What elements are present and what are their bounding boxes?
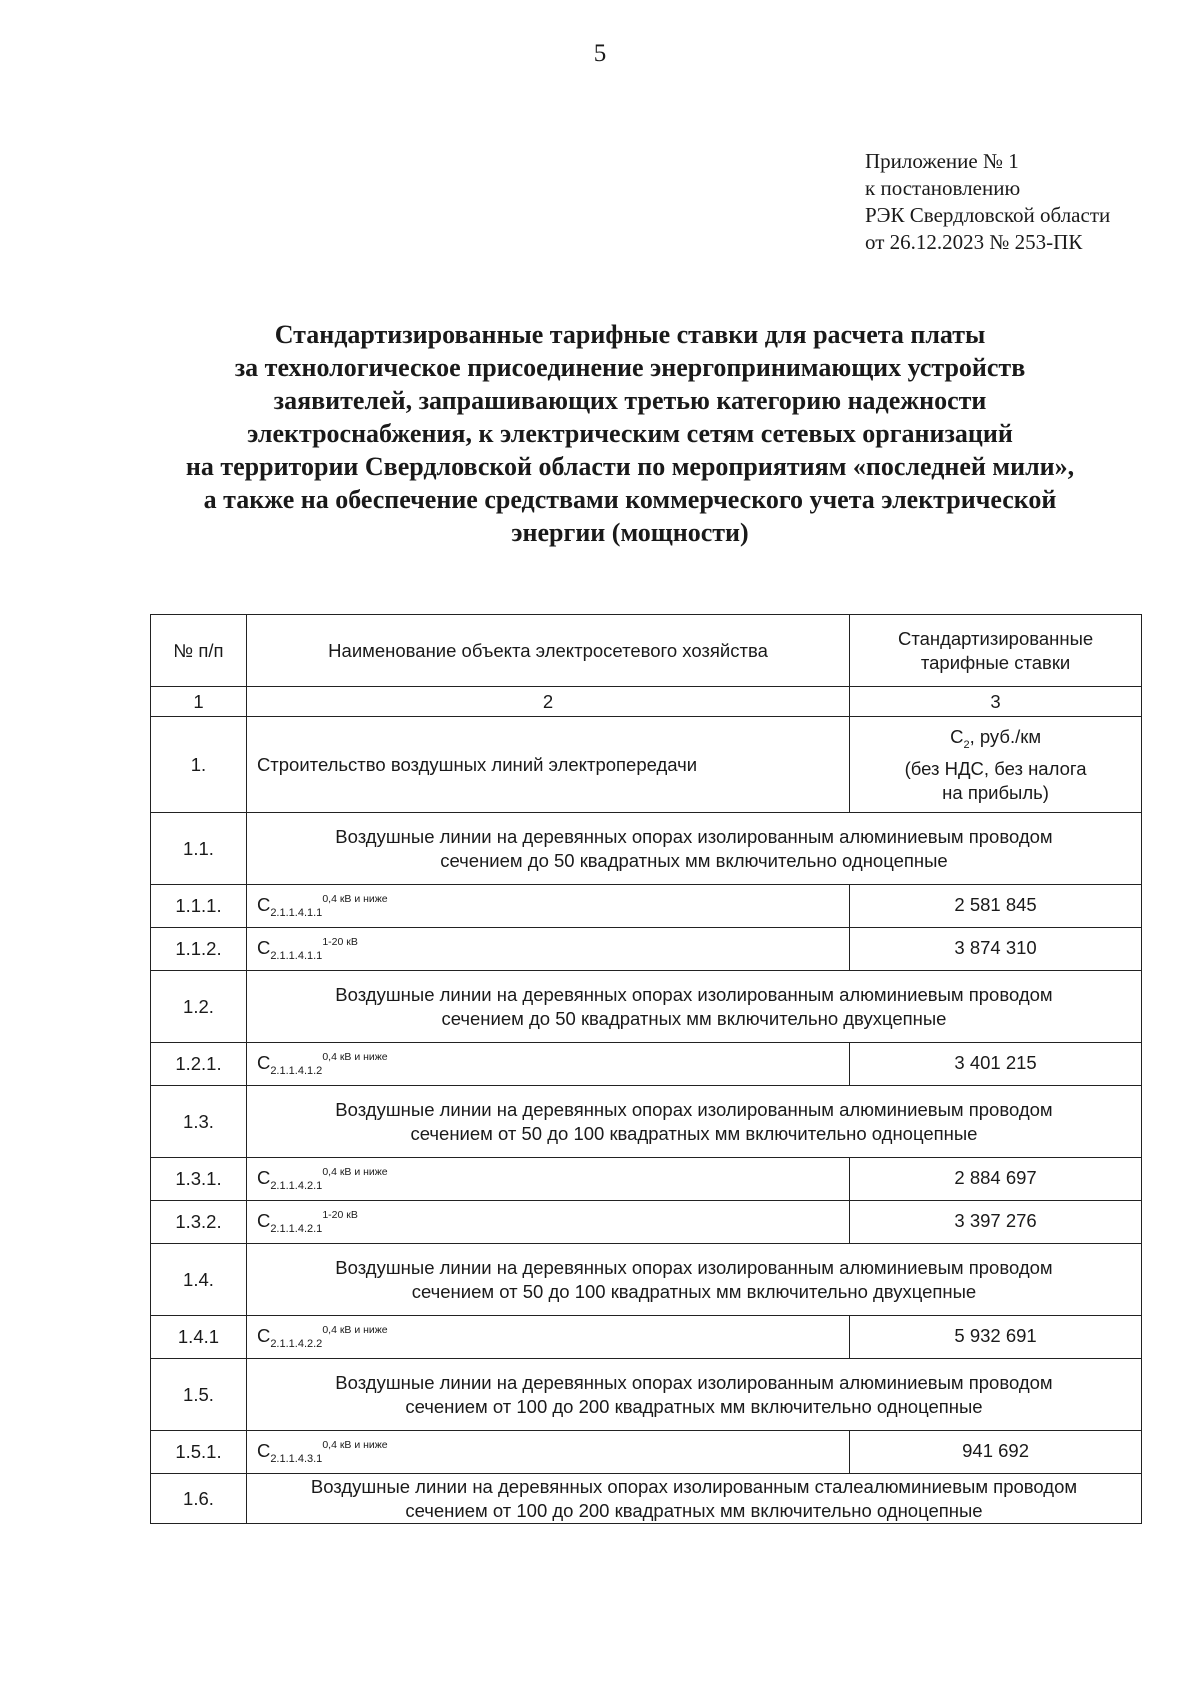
- rate-value: 5 932 691: [850, 1316, 1142, 1359]
- group-description-line: сечением до 50 квадратных мм включительно двухцепные: [441, 1007, 947, 1029]
- group-row: [151, 1086, 1142, 1158]
- rate-num: 1.1.2.: [151, 928, 247, 971]
- rate-code: [246, 928, 849, 971]
- group-description-line: сечением до 50 квадратных мм включительно одноцепные: [440, 849, 948, 871]
- rate-symbol: С: [256, 1167, 271, 1188]
- title-line: энергии (мощности): [511, 518, 749, 547]
- rate-subscript: 2.1.1.4.1.1: [270, 950, 323, 962]
- rate-row: [151, 928, 1142, 971]
- section-row: [151, 717, 1142, 813]
- rate-row: [151, 885, 1142, 928]
- unit-symbol: С: [950, 725, 964, 747]
- section-unit-line: [858, 725, 1133, 757]
- rate-num: 1.2.1.: [151, 1043, 247, 1086]
- rate-symbol: С: [256, 1052, 271, 1073]
- title-line: на территории Свердловской области по мероприятиям «последней мили»,: [185, 452, 1075, 481]
- appendix-line: РЭК Свердловской области: [865, 203, 1111, 227]
- group-description-line: сечением от 50 до 100 квадратных мм включительно одноцепные: [410, 1122, 978, 1144]
- group-description-line: Воздушные линии на деревянных опорах изолированным алюминиевым проводом: [335, 1371, 1053, 1393]
- rate-superscript: 0,4 кВ и ниже: [322, 893, 388, 905]
- rate-value: 3 401 215: [850, 1043, 1142, 1086]
- rate-superscript: 1-20 кВ: [322, 1209, 358, 1221]
- rate-code: [246, 885, 849, 928]
- rate-symbol: С: [256, 1440, 271, 1461]
- rate-value: 2 581 845: [850, 885, 1142, 928]
- rate-row: [151, 1043, 1142, 1086]
- group-row: [151, 1474, 1142, 1524]
- group-num: 1.5.: [151, 1359, 247, 1431]
- column-number: 1: [151, 687, 247, 717]
- rate-subscript: 2.1.1.4.1.2: [270, 1065, 323, 1077]
- header-rate-line: Стандартизированные: [897, 627, 1094, 649]
- document-title: [120, 318, 1140, 549]
- section-unit: [850, 717, 1142, 813]
- rate-row: [151, 1158, 1142, 1201]
- group-row: [151, 1359, 1142, 1431]
- column-number-row: [151, 687, 1142, 717]
- appendix-line: Приложение № 1: [865, 149, 1019, 173]
- rate-code: [246, 1201, 849, 1244]
- group-num: 1.1.: [151, 813, 247, 885]
- appendix-block: [865, 148, 1110, 256]
- table-body: [151, 813, 1142, 1524]
- appendix-line: к постановлению: [865, 176, 1021, 200]
- title-line: заявителей, запрашивающих третью категорию надежности: [273, 386, 987, 415]
- group-description: [246, 813, 1141, 885]
- rate-subscript: 2.1.1.4.2.1: [270, 1180, 323, 1192]
- rate-superscript: 0,4 кВ и ниже: [322, 1439, 388, 1451]
- group-description-line: сечением от 100 до 200 квадратных мм включительно одноцепные: [405, 1395, 983, 1417]
- rate-row: [151, 1201, 1142, 1244]
- title-line: Стандартизированные тарифные ставки для расчета платы: [274, 320, 986, 349]
- rate-num: 1.5.1.: [151, 1431, 247, 1474]
- title-line: а также на обеспечение средствами коммерческого учета электрической: [203, 485, 1057, 514]
- rate-code: [246, 1158, 849, 1201]
- group-num: 1.4.: [151, 1244, 247, 1316]
- group-description-line: Воздушные линии на деревянных опорах изолированным алюминиевым проводом: [335, 1256, 1053, 1278]
- section-unit-line: (без НДС, без налога: [904, 757, 1087, 779]
- rate-symbol: С: [256, 937, 271, 958]
- group-description: [246, 1474, 1141, 1524]
- group-num: 1.3.: [151, 1086, 247, 1158]
- group-description-line: сечением от 50 до 100 квадратных мм включительно двухцепные: [411, 1280, 977, 1302]
- rate-code: [246, 1043, 849, 1086]
- group-row: [151, 1244, 1142, 1316]
- page-number: 5: [593, 40, 607, 67]
- rate-subscript: 2.1.1.4.2.1: [270, 1223, 323, 1235]
- rate-superscript: 0,4 кВ и ниже: [322, 1051, 388, 1063]
- rate-value: 3 397 276: [850, 1201, 1142, 1244]
- header-rate: [850, 615, 1142, 687]
- rate-superscript: 0,4 кВ и ниже: [322, 1324, 388, 1336]
- group-description-line: Воздушные линии на деревянных опорах изолированным сталеалюминиевым проводом: [310, 1475, 1078, 1497]
- group-row: [151, 813, 1142, 885]
- rate-row: [151, 1431, 1142, 1474]
- rate-code: [246, 1431, 849, 1474]
- group-row: [151, 971, 1142, 1043]
- table-header-row: [151, 615, 1142, 687]
- group-description-line: Воздушные линии на деревянных опорах изолированным алюминиевым проводом: [335, 825, 1053, 847]
- rate-subscript: 2.1.1.4.2.2: [270, 1338, 323, 1350]
- group-num: 1.2.: [151, 971, 247, 1043]
- rate-value: 3 874 310: [850, 928, 1142, 971]
- group-description: [246, 1359, 1141, 1431]
- unit-subscript: 2: [963, 738, 970, 751]
- group-description-line: Воздушные линии на деревянных опорах изолированным алюминиевым проводом: [335, 1098, 1053, 1120]
- section-name: Строительство воздушных линий электропередачи: [246, 717, 849, 813]
- rate-num: 1.3.2.: [151, 1201, 247, 1244]
- unit-suffix: , руб./км: [969, 725, 1042, 747]
- header-rate-line: тарифные ставки: [920, 651, 1071, 673]
- rate-subscript: 2.1.1.4.1.1: [270, 907, 323, 919]
- rate-superscript: 1-20 кВ: [322, 936, 358, 948]
- rate-row: [151, 1316, 1142, 1359]
- group-description-line: Воздушные линии на деревянных опорах изолированным алюминиевым проводом: [335, 983, 1053, 1005]
- title-line: электроснабжения, к электрическим сетям сетевых организаций: [247, 419, 1013, 448]
- group-description: [246, 971, 1141, 1043]
- rate-superscript: 0,4 кВ и ниже: [322, 1166, 388, 1178]
- rate-value: 2 884 697: [850, 1158, 1142, 1201]
- rate-symbol: С: [256, 1325, 271, 1346]
- rate-value: 941 692: [850, 1431, 1142, 1474]
- rate-symbol: С: [256, 1210, 271, 1231]
- rate-num: 1.4.1: [151, 1316, 247, 1359]
- rate-symbol: С: [256, 894, 271, 915]
- rate-code: [246, 1316, 849, 1359]
- title-line: за технологическое присоединение энергопринимающих устройств: [234, 353, 1026, 382]
- rate-subscript: 2.1.1.4.3.1: [270, 1453, 323, 1465]
- group-description-line: сечением от 100 до 200 квадратных мм включительно одноцепные: [405, 1499, 983, 1521]
- rate-num: 1.1.1.: [151, 885, 247, 928]
- section-num: 1.: [151, 717, 247, 813]
- header-num: № п/п: [151, 615, 247, 687]
- appendix-line: от 26.12.2023 № 253-ПК: [865, 230, 1083, 254]
- tariff-table: [150, 614, 1142, 1524]
- group-description: [246, 1086, 1141, 1158]
- group-num: 1.6.: [151, 1474, 247, 1524]
- rate-num: 1.3.1.: [151, 1158, 247, 1201]
- column-number: 3: [850, 687, 1142, 717]
- column-number: 2: [246, 687, 849, 717]
- header-name: Наименование объекта электросетевого хозяйства: [246, 615, 849, 687]
- section-unit-line: на прибыль): [942, 781, 1049, 803]
- group-description: [246, 1244, 1141, 1316]
